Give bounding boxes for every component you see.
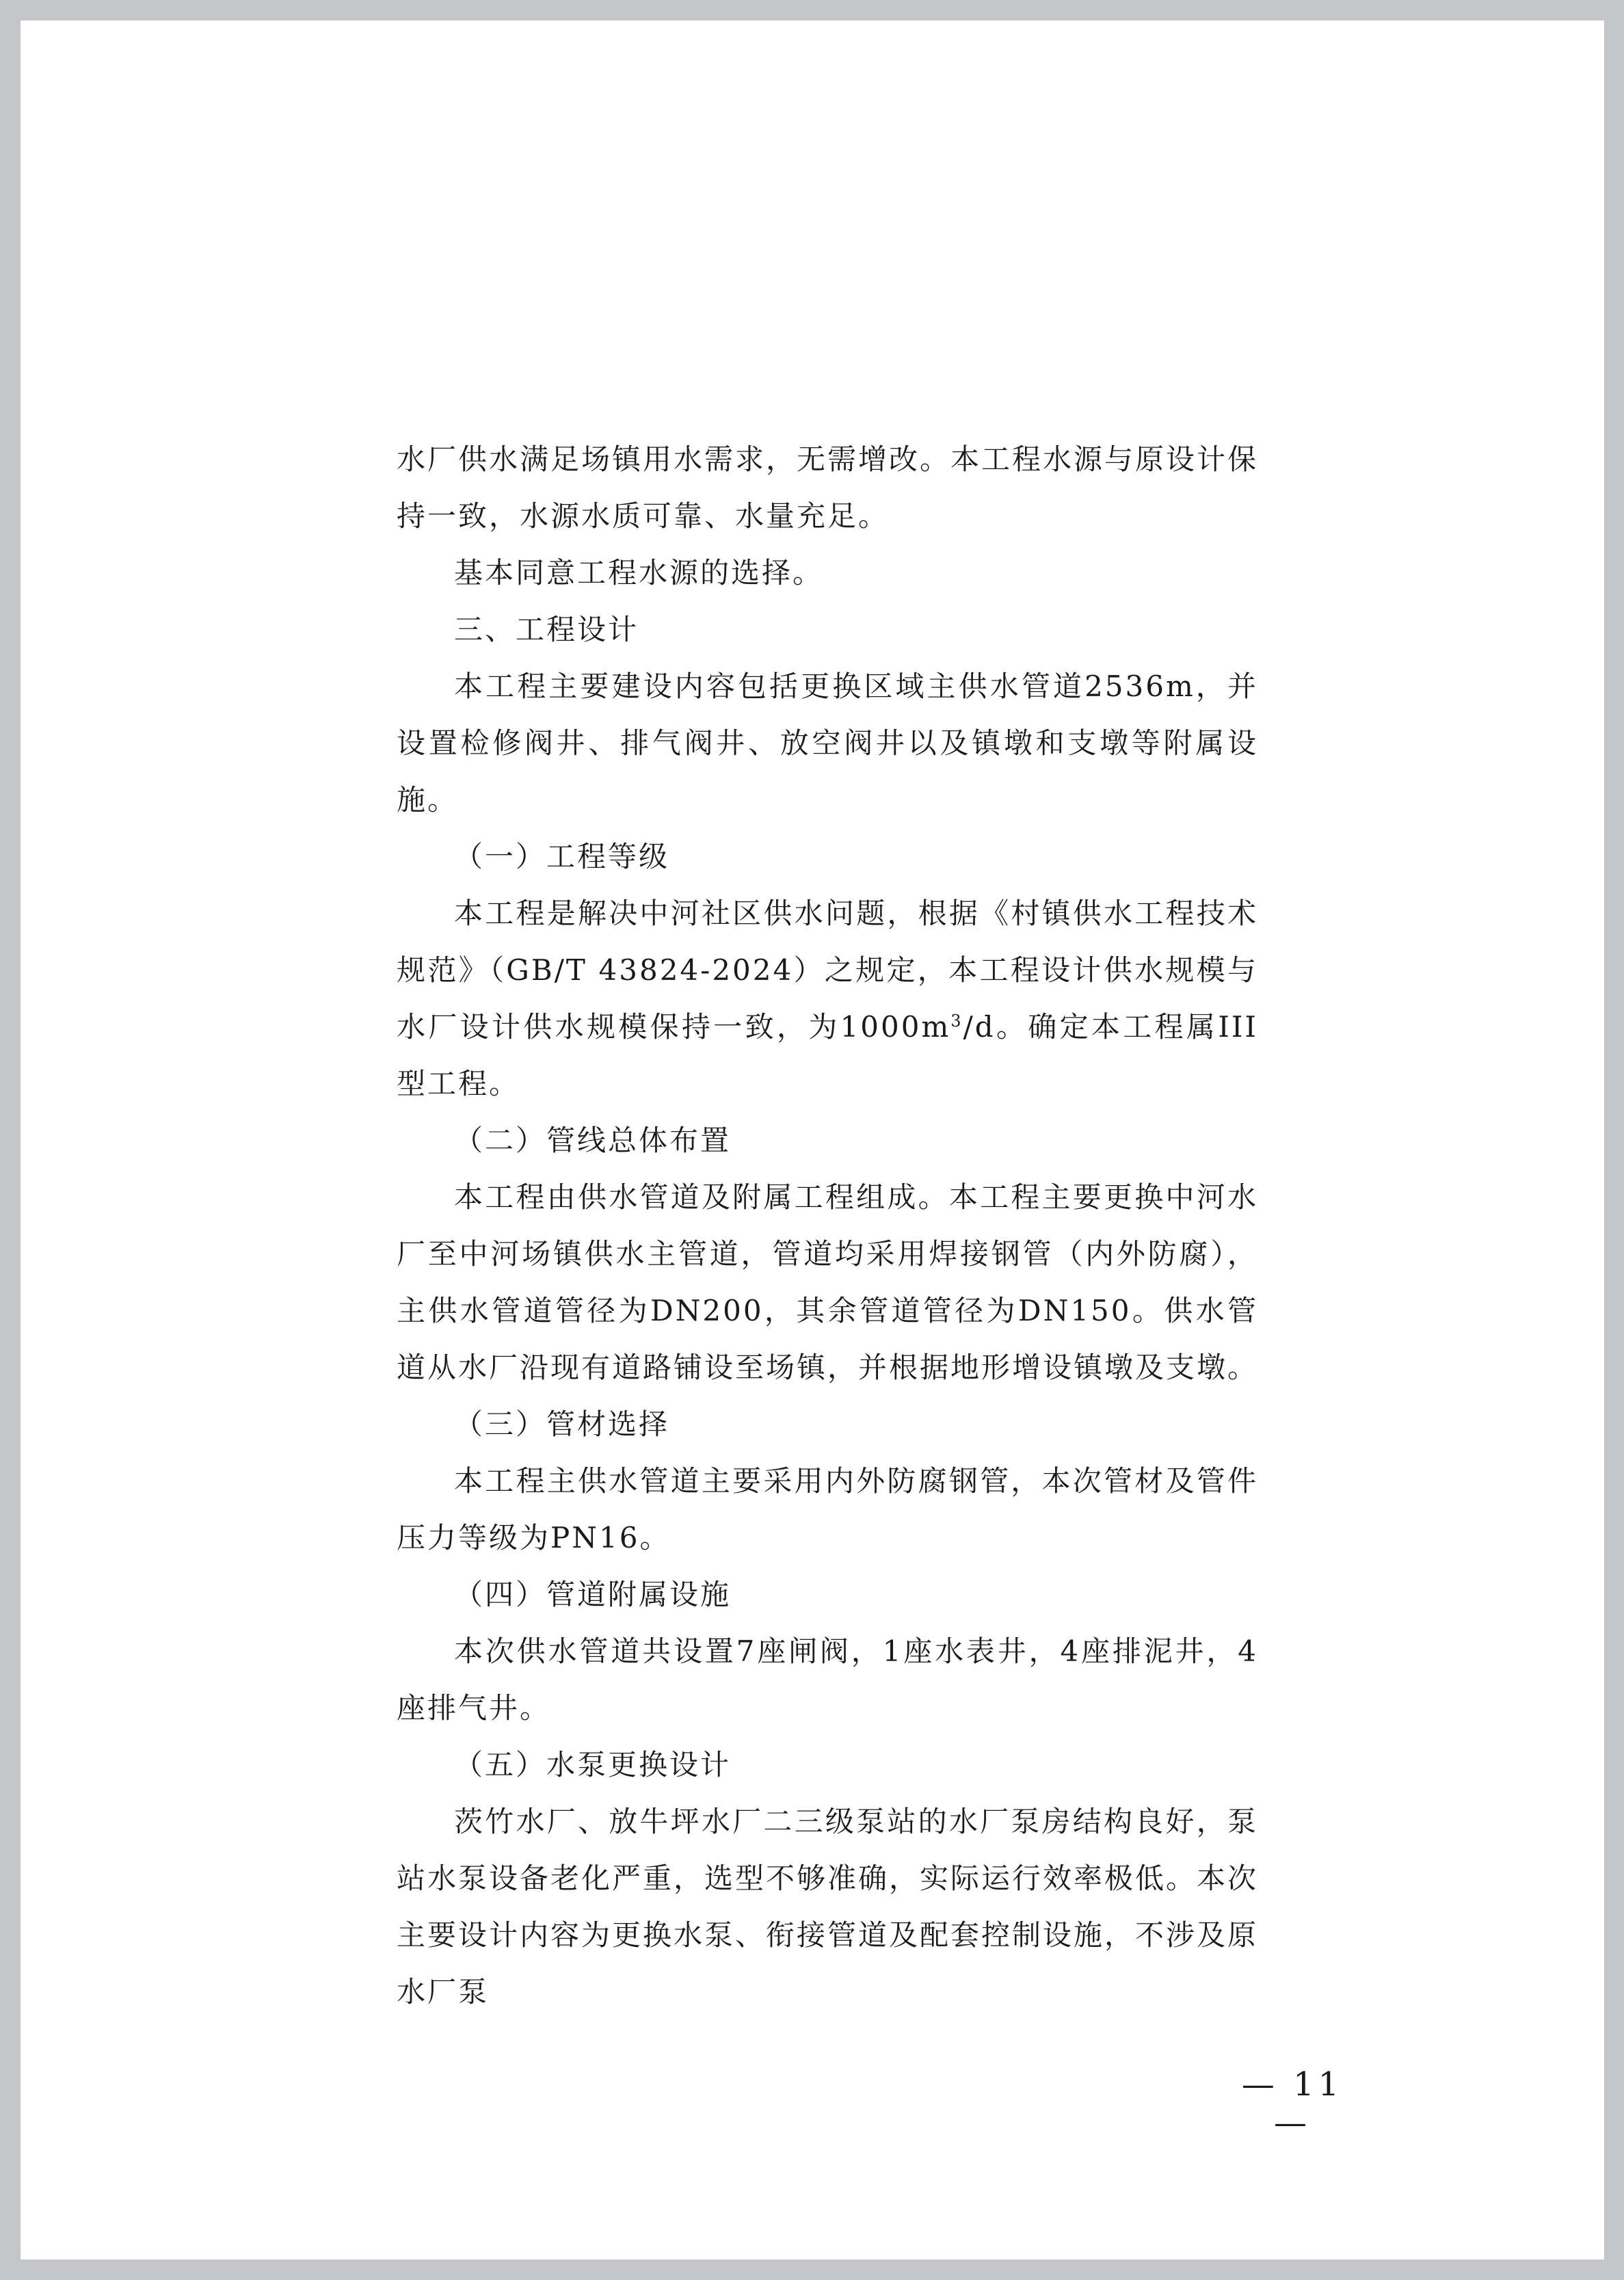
subheading-pipeline-layout: （二）管线总体布置	[454, 1124, 732, 1157]
document-body	[397, 431, 1258, 2020]
subheading-pipe-accessories: （四）管道附属设施	[454, 1578, 732, 1611]
subheading-pipe-material: （三）管材选择	[454, 1407, 670, 1441]
subheading-pump-replacement: （五）水泵更换设计	[454, 1748, 732, 1781]
paragraph-water-source-approval: 基本同意工程水源的选择。	[454, 556, 824, 589]
paragraph-construction-content: 本工程主要建设内容包括更换区域主供水管道2536m，并设置检修阀井、排气阀井、放空阀井以及镇墩和支墩等附属设施。	[397, 670, 1258, 817]
page-number: — 11 —	[1241, 2065, 1344, 2142]
paragraph-pipe-material: 本工程主供水管道主要采用内外防腐钢管，本次管材及管件压力等级为PN16。	[397, 1464, 1258, 1554]
paragraph-pipe-accessories: 本次供水管道共设置7座闸阀，1座水表井，4座排泥井，4座排气井。	[397, 1634, 1258, 1725]
document-page	[21, 21, 1604, 2259]
paragraph-pipeline-layout: 本工程由供水管道及附属工程组成。本工程主要更换中河水厂至中河场镇供水主管道，管道均采用焊接钢管（内外防腐），主供水管道管径为DN200，其余管道管径为DN150。供水管道从水厂沿现有道路铺设至场镇，并根据地形增设镇墩及支墩。	[397, 1180, 1259, 1384]
paragraph-pump-replacement: 茨竹水厂、放牛坪水厂二三级泵站的水厂泵房结构良好，泵站水泵设备老化严重，选型不够准确，实际运行效率极低。本次主要设计内容为更换水泵、衔接管道及配套控制设施，不涉及原水厂泵	[397, 1805, 1259, 2009]
paragraph-water-source-continued: 水厂供水满足场镇用水需求，无需增改。本工程水源与原设计保持一致，水源水质可靠、水量充足。	[397, 442, 1259, 533]
paragraph-engineering-grade: 本工程是解决中河社区供水问题，根据《村镇供水工程技术规范》（GB/T 43824-2024）之规定，本工程设计供水规模与水厂设计供水规模保持一致，为$1000m^3/d$。确定本工程属III型工程。	[397, 897, 1259, 1100]
subheading-engineering-grade: （一）工程等级	[454, 840, 670, 873]
section-heading-engineering-design: 三、工程设计	[454, 613, 639, 646]
